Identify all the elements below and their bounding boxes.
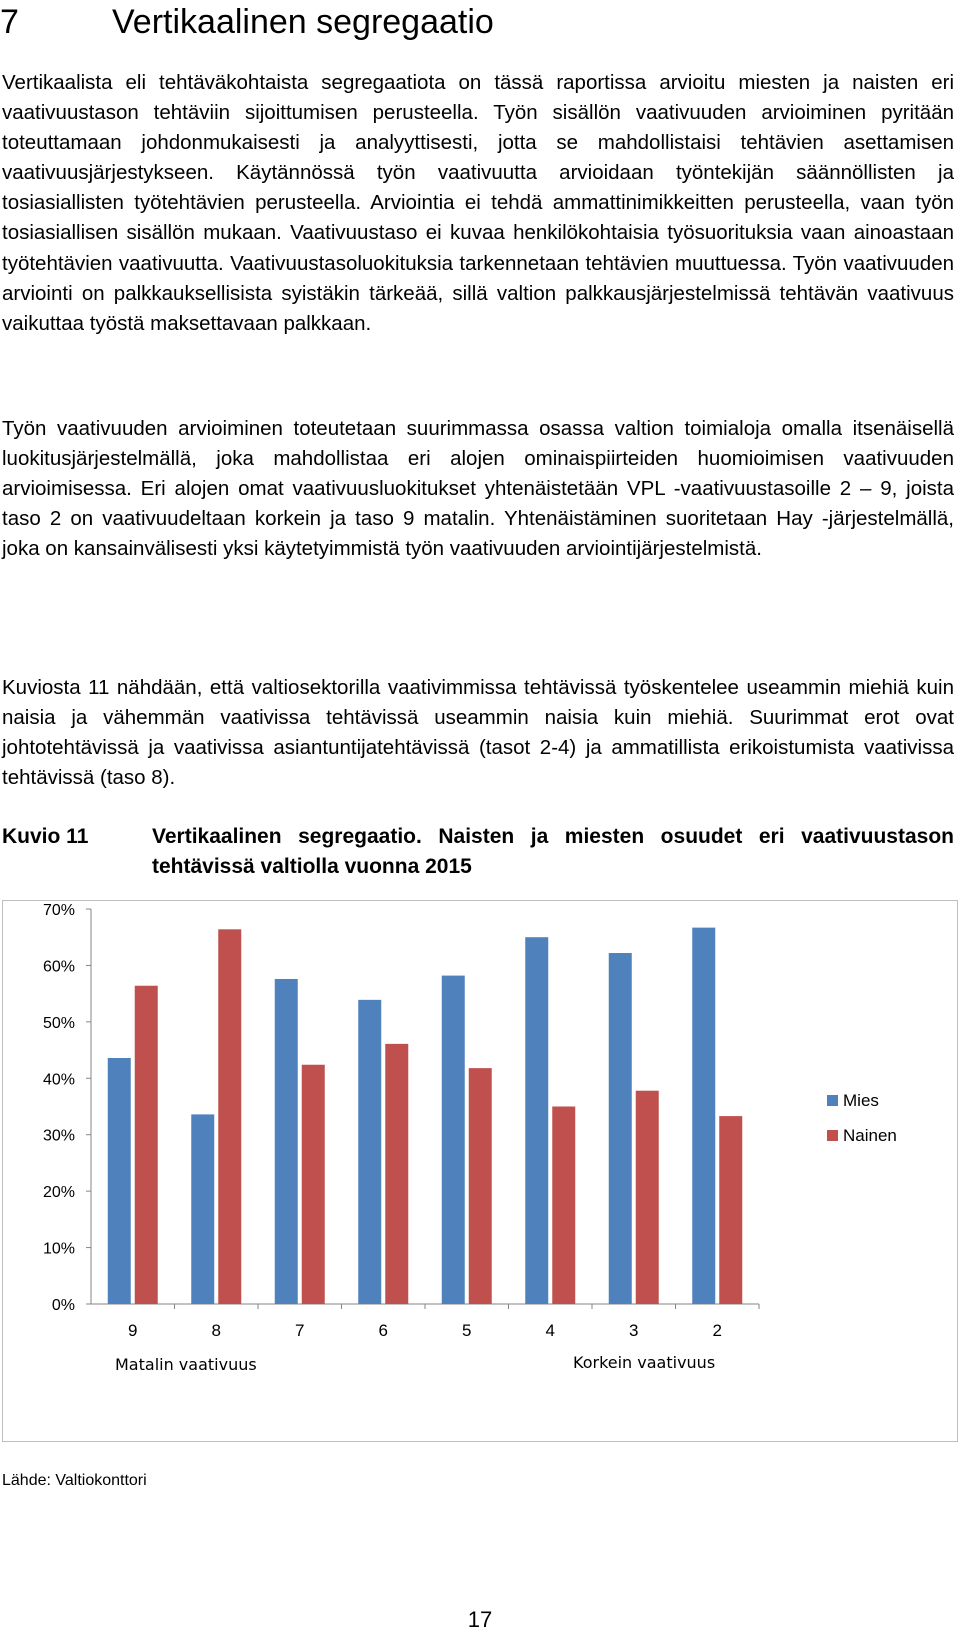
section-title: Vertikaalinen segregaatio: [112, 3, 494, 41]
bar-mies-3: [609, 953, 632, 1304]
y-tick-label: 0%: [51, 1297, 75, 1314]
figure-label: Kuvio 11: [2, 825, 89, 848]
paragraph-3: Kuviosta 11 nähdään, että valtiosektorilla vaativimmissa tehtävissä työskentelee useammin miehiä kuin naisia ja vähemmän vaativissa tehtävissä useammin naisia kuin miehiä. Suurimmat erot ovat johtotehtävissä ja vaativissa asiantuntijatehtävissä (tasot 2-4) ja ammatillista erikoistumista vaativissa tehtävissä (taso 8).: [2, 676, 954, 790]
x-tick-label: 4: [545, 1321, 555, 1340]
bar-mies-4: [525, 937, 548, 1304]
source-note: Lähde: Valtiokonttori: [2, 1472, 147, 1489]
x-tick-label: 6: [378, 1321, 388, 1340]
x-tick-label: 3: [629, 1321, 639, 1340]
bar-mies-7: [275, 979, 298, 1304]
legend-swatch-nainen: [827, 1130, 838, 1141]
bar-mies-8: [191, 1114, 214, 1304]
bar-mies-6: [358, 1000, 381, 1304]
bar-nainen-3: [636, 1091, 659, 1304]
bar-mies-2: [692, 928, 715, 1304]
x-tick-label: 8: [211, 1321, 221, 1340]
bar-nainen-7: [302, 1065, 325, 1304]
paragraph-1: Vertikaalista eli tehtäväkohtaista segregaatiota on tässä raportissa arvioitu miesten ja naisten eri vaativuustason tehtäviin sijoittumisen perusteella. Työn sisällön vaativuuden arvioiminen pyritään toteuttamaan johdonmukaisesti ja analyyttisesti, jotta se mahdollistaisi tehtävien asettamisen vaativuusjärjestykseen. Käytännössä työn vaativuutta arvioidaan työntekijän säännöllisten ja tosiasiallisten työtehtävien perusteella. Arviointia ei tehdä ammattinimikkeitten perusteella, vaan työn tosiasiallisen sisällön mukaan. Vaativuustaso ei kuvaa henkilökohtaisia työsuorituksia vaan ainoastaan työtehtävien vaativuutta. Vaativuustasoluokituksia tarkennetaan tehtävien muuttuessa. Työn vaativuuden arviointi on palkkauksellisista syistäkin tärkeää, sillä valtion palkkausjärjestelmissä tehtävän vaativuus vaikuttaa työstä maksettavaan palkkaan.: [2, 71, 954, 335]
y-tick-label: 30%: [42, 1127, 75, 1145]
x-tick-label: 7: [295, 1321, 305, 1340]
x-tick-label: 2: [712, 1321, 722, 1340]
bar-nainen-4: [552, 1107, 575, 1305]
x-tick-label: 9: [128, 1321, 138, 1340]
bar-mies-5: [442, 976, 465, 1304]
figure-caption: Vertikaalinen segregaatio. Naisten ja miesten osuudet eri vaativuustason tehtävissä valtiolla vuonna 2015: [152, 825, 954, 878]
chart-frame: [2, 900, 958, 1442]
bar-mies-9: [108, 1058, 131, 1304]
bar-chart: [3, 901, 959, 1443]
bar-nainen-5: [469, 1068, 492, 1304]
legend-label-nainen: Nainen: [843, 1126, 897, 1145]
paragraph-2: Työn vaativuuden arvioiminen toteutetaan suurimmassa osassa valtion toimialoja omalla itsenäisellä luokitusjärjestelmällä, joka mahdollistaa eri alojen ominaispiirteiden huomioimisen vaativuuden arvioimisessa. Eri alojen omat vaativuusluokitukset yhtenäistetään VPL -vaativuustasoille 2 – 9, joista taso 2 on vaativuudeltaan korkein ja taso 9 matalin. Yhtenäistäminen suoritetaan Hay -järjestelmällä, joka on kansainvälisesti yksi käytetyimmistä työn vaativuuden arviointijärjestelmistä.: [2, 417, 954, 561]
bar-nainen-6: [385, 1044, 408, 1304]
section-number: 7: [0, 3, 19, 41]
y-tick-label: 40%: [42, 1071, 75, 1089]
y-tick-label: 50%: [42, 1014, 75, 1032]
y-tick-label: 60%: [42, 958, 75, 976]
legend-swatch-mies: [827, 1095, 838, 1106]
y-tick-label: 10%: [42, 1240, 75, 1258]
section-heading: [0, 0, 960, 44]
y-tick-label: 70%: [42, 902, 75, 919]
x-annotation-right: Korkein vaativuus: [573, 1353, 716, 1372]
page-number: 17: [467, 1607, 493, 1632]
x-annotation-left: Matalin vaativuus: [115, 1355, 257, 1374]
legend-label-mies: Mies: [843, 1091, 879, 1110]
bar-nainen-9: [135, 986, 158, 1304]
bar-nainen-8: [218, 929, 241, 1304]
bar-nainen-2: [719, 1116, 742, 1304]
y-tick-label: 20%: [42, 1184, 75, 1202]
x-tick-label: 5: [462, 1321, 472, 1340]
